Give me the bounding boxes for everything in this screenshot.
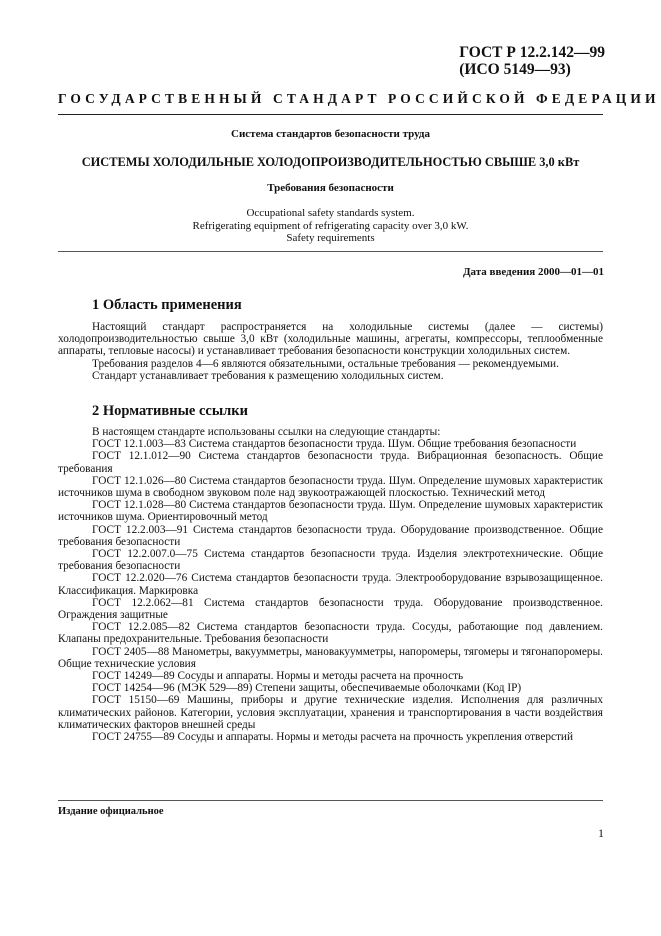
reference-item: ГОСТ 12.2.020—76 Система стандартов безопасности труда. Электрооборудование взрывозащищенное. Классификация. Маркировка <box>58 572 603 597</box>
reference-item: ГОСТ 14254—96 (МЭК 529—89) Степени защиты, обеспечиваемые оболочками (Код IP) <box>92 682 522 695</box>
paragraph: Требования разделов 4—6 являются обязательными, остальные требования — рекомендуемыми. <box>92 357 559 370</box>
sub-title: Требования безопасности <box>267 182 394 194</box>
title-rule <box>58 251 603 252</box>
state-standard-title: ГОСУДАРСТВЕННЫЙ СТАНДАРТ РОССИЙСКОЙ ФЕДЕРАЦИИ <box>58 91 660 106</box>
gost-code: ГОСТ Р 12.2.142—99 <box>459 44 605 61</box>
section-2-heading: 2 Нормативные ссылки <box>92 403 248 419</box>
iso-code: (ИСО 5149—93) <box>459 61 571 78</box>
reference-item: ГОСТ 2405—88 Манометры, вакуумметры, мановакуумметры, напоромеры, тягомеры и тягонапоромеры. Общие технические условия <box>58 645 603 670</box>
reference-item: ГОСТ 14249—89 Сосуды и аппараты. Нормы и методы расчета на прочность <box>92 670 464 683</box>
paragraph: Настоящий стандарт распространяется на холодильные системы (далее — системы) холодопроизводительностью свыше 3,0 кВт (холодильные машины, агрегаты, компрессоры, теплообменные аппараты, тепловые насосы) и устанавливает требования безопасности конструкции холодильных систем. <box>58 321 603 358</box>
document-code-block <box>459 44 605 78</box>
header-rule <box>58 114 603 115</box>
reference-item: ГОСТ 24755—89 Сосуды и аппараты. Нормы и методы расчета на прочность укрепления отверстий <box>92 731 574 744</box>
section-2-body <box>58 426 603 743</box>
reference-item: ГОСТ 12.2.007.0—75 Система стандартов безопасности труда. Изделия электротехнические. Общие требования безопасности <box>58 548 603 573</box>
page-number: 1 <box>598 826 604 840</box>
reference-item: ГОСТ 12.2.085—82 Система стандартов безопасности труда. Сосуды, работающие под давлением. Клапаны предохранительные. Требования безопасности <box>58 621 603 646</box>
english-title-line: Safety requirements <box>286 232 375 244</box>
edition-label: Издание официальное <box>58 806 164 817</box>
main-title: СИСТЕМЫ ХОЛОДИЛЬНЫЕ ХОЛОДОПРОИЗВОДИТЕЛЬНОСТЬЮ СВЫШЕ 3,0 кВт <box>81 155 580 169</box>
english-title-line: Occupational safety standards system. <box>246 207 415 219</box>
section-1-body <box>58 321 603 382</box>
paragraph: Стандарт устанавливает требования к размещению холодильных систем. <box>92 369 444 382</box>
reference-item: ГОСТ 15150—69 Машины, приборы и другие технические изделия. Исполнения для различных климатических районов. Категории, условия эксплуатации, хранения и транспортирования в части воздействия климатических факторов внешней среды <box>58 694 603 731</box>
english-title-line: Refrigerating equipment of refrigerating capacity over 3,0 kW. <box>192 219 469 232</box>
introduction-date: Дата введения 2000—01—01 <box>462 266 604 278</box>
english-title <box>58 207 603 245</box>
reference-item: ГОСТ 12.1.003—83 Система стандартов безопасности труда. Шум. Общие требования безопасности <box>92 438 577 451</box>
paragraph: В настоящем стандарте использованы ссылки на следующие стандарты: <box>92 426 441 438</box>
reference-item: ГОСТ 12.2.003—91 Система стандартов безопасности труда. Оборудование производственное. Общие требования безопасности <box>58 523 603 548</box>
footer-rule <box>58 800 603 801</box>
reference-item: ГОСТ 12.1.028—80 Система стандартов безопасности труда. Шум. Определение шумовых характеристик источников шума. Ориентировочный метод <box>58 499 603 524</box>
system-title: Система стандартов безопасности труда <box>231 128 430 140</box>
section-1-heading: 1 Область применения <box>92 297 242 313</box>
reference-item: ГОСТ 12.1.026—80 Система стандартов безопасности труда. Шум. Определение шумовых характеристик источников шума в свободном звуковом поле над звукоотражающей плоскостью. Технический метод <box>58 474 603 500</box>
reference-item: ГОСТ 12.1.012—90 Система стандартов безопасности труда. Вибрационная безопасность. Общие требования <box>58 450 603 475</box>
reference-item: ГОСТ 12.2.062—81 Система стандартов безопасности труда. Оборудование производственное. Ограждения защитные <box>58 596 603 622</box>
